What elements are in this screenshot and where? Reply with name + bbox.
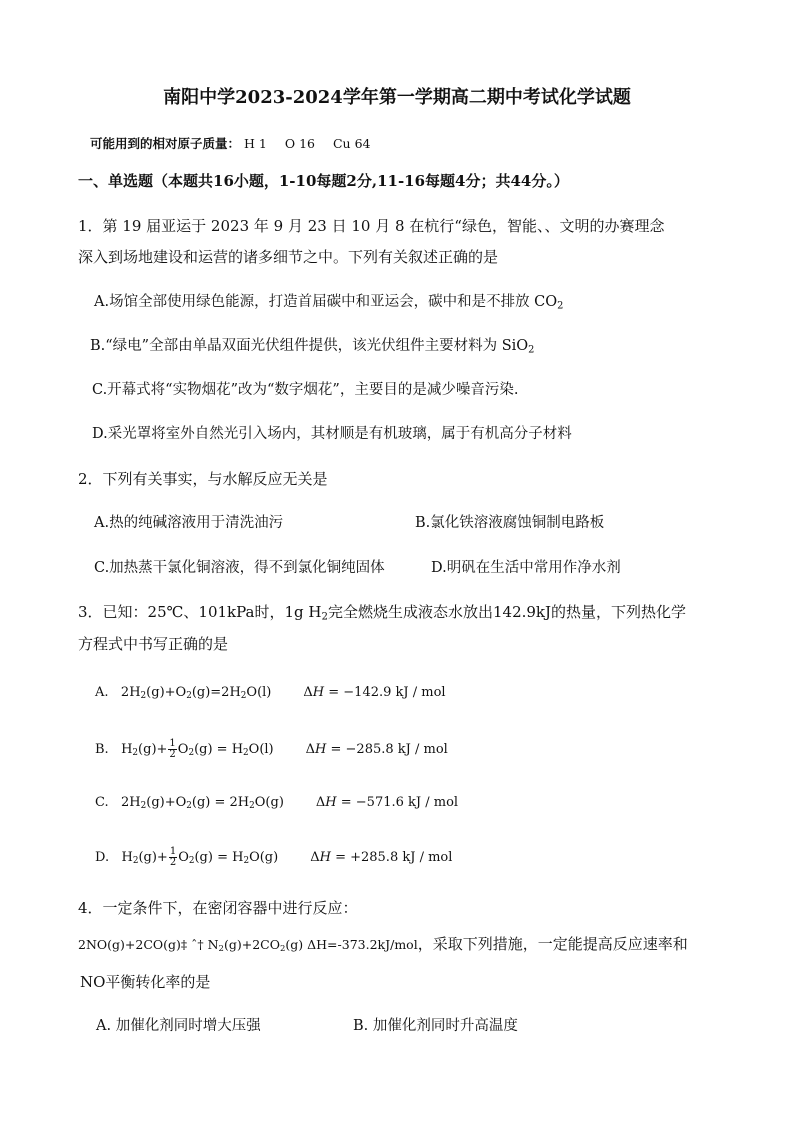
q4-option-b: B. 加催化剂同时升高温度: [353, 1018, 518, 1034]
q1-option-a-sub: 2: [557, 300, 564, 312]
page-title: 南阳中学2023-2024学年第一学期高二期中考试化学试题: [163, 87, 631, 108]
q3-option-c: C. $2H_2(g)+O_2(g) = 2H_2O(g) \Delta H = -571.6$ kJ / mol: [95, 795, 459, 812]
q1-option-a: [94, 292, 563, 312]
q3-option-b-dh: = −285.8 kJ / mol: [330, 742, 448, 757]
q2-option-a: A.热的纯碱溶液用于清洗油污: [94, 515, 284, 531]
mass-h-el: H: [244, 136, 255, 151]
q3-option-b-label: B.: [95, 742, 109, 757]
q4-option-a: A. 加催化剂同时增大压强: [96, 1018, 261, 1034]
q2-option-b: B.氯化铁溶液腐蚀铜制电路板: [415, 515, 605, 531]
q4-eq-right-b: (g)+2CO: [223, 937, 280, 952]
q3-option-d-dh: = +285.8 kJ / mol: [335, 850, 453, 865]
q1-option-a-text: A.场馆全部使用绿色能源，打造首届碳中和亚运会，碳中和是不排放 CO: [94, 294, 558, 310]
q3-option-a: A. $2H_2(g)+O_2(g)=2H_2O(l) \Delta H = -142.9$ kJ / mol: [95, 685, 446, 702]
section-heading: 一、单选题（本题共16小题，1-10每题2分,11-16每题4分；共44分。）: [78, 172, 569, 190]
q3-option-d-label: D.: [95, 850, 110, 865]
q1-stem-line1: 1．第 19 届亚运于 2023 年 9 月 23 日 10 月 8 在杭行“绿色，智能、、文明的办赛理念: [78, 217, 665, 235]
q3-option-b: B. $H_2(g)+$ $\frac{1}{2}$ $O_2(g) = H_2O(l) \Delta H = -285.8$ kJ / mol: [95, 738, 448, 760]
mass-cu-el: Cu: [332, 136, 351, 151]
q3-stem-part2: 完全燃烧生成液态水放出142.9kJ的热量，下列热化学: [327, 603, 687, 621]
q4-eq-tail: ，采取下列措施，一定能提高反应速率和: [417, 935, 688, 953]
q4-eq-left: 2NO(g)+2CO(g): [78, 937, 181, 952]
q2-option-d: D.明矾在生活中常用作净水剂: [431, 560, 621, 576]
q3-option-b-fraction: $\frac{1}{2}$: [169, 738, 176, 760]
mass-cu-val: 64: [354, 136, 371, 151]
q1-stem-line2: 深入到场地建设和运营的诸多细节之中。下列有关叙述正确的是: [78, 248, 499, 266]
atomic-mass-line: [90, 134, 385, 154]
q3-option-d-fraction: $\frac{1}{2}$: [169, 846, 177, 868]
q3-stem-line1: [78, 602, 686, 622]
q4-eq-right-c: (g) ΔH=-373.2kJ/mol: [285, 937, 418, 952]
q3-option-a-label: A.: [95, 685, 109, 700]
q1-option-d: D.采光罩将室外自然光引入场内，其材顺是有机玻璃，属于有机高分子材料: [92, 426, 572, 442]
q3-stem-part1: 3．已知：25℃、101kPa时，1g H: [78, 603, 322, 621]
q4-stem-line3: NO平衡转化率的是: [80, 973, 211, 991]
q4-stem: 4．一定条件下，在密闭容器中进行反应：: [78, 899, 358, 917]
q4-eq-right-a: N: [203, 937, 219, 952]
q3-stem-line2: 方程式中书写正确的是: [78, 635, 229, 653]
q1-option-b-text: B.“绿电”全部由单晶双面光伏组件提供，该光伏组件主要材料为 SiO: [90, 338, 529, 354]
q1-option-b: [90, 336, 534, 356]
q3-option-a-dh: = −142.9 kJ / mol: [328, 685, 446, 700]
mass-h-val: 1: [258, 136, 267, 151]
q4-eq-arrow: ‡ ˆ†: [180, 937, 204, 952]
q3-option-c-label: C.: [95, 795, 109, 810]
q3-option-d: D. $H_2(g)+$ $\frac{1}{2}$ $O_2(g) = H_2O(g) \Delta H = +285.8$ kJ / mol: [95, 846, 453, 868]
q2-option-c: C.加热蒸干氯化铜溶液，得不到氯化铜纯固体: [94, 560, 385, 576]
q1-option-c: C.开幕式将“实物烟花”改为“数字烟花”，主要目的是减少噪音污染.: [92, 382, 519, 398]
q3-stem-sub: 2: [321, 611, 328, 623]
q1-option-b-sub: 2: [528, 344, 535, 356]
mass-o-el: O: [284, 136, 296, 151]
atomic-mass-label: 可能用到的相对原子质量：: [90, 136, 241, 151]
q3-option-c-dh: = −571.6 kJ / mol: [340, 795, 459, 810]
q2-stem: 2．下列有关事实，与水解反应无关是: [78, 470, 328, 488]
mass-o-val: 16: [299, 136, 315, 151]
q4-equation-line: 2NO(g)+2CO(g)‡ ˆ† $N_2(g)+2CO_2(g)$ ΔH=-373.2kJ/mol，采取下列措施，一定能提高反应速率和: [78, 935, 688, 955]
